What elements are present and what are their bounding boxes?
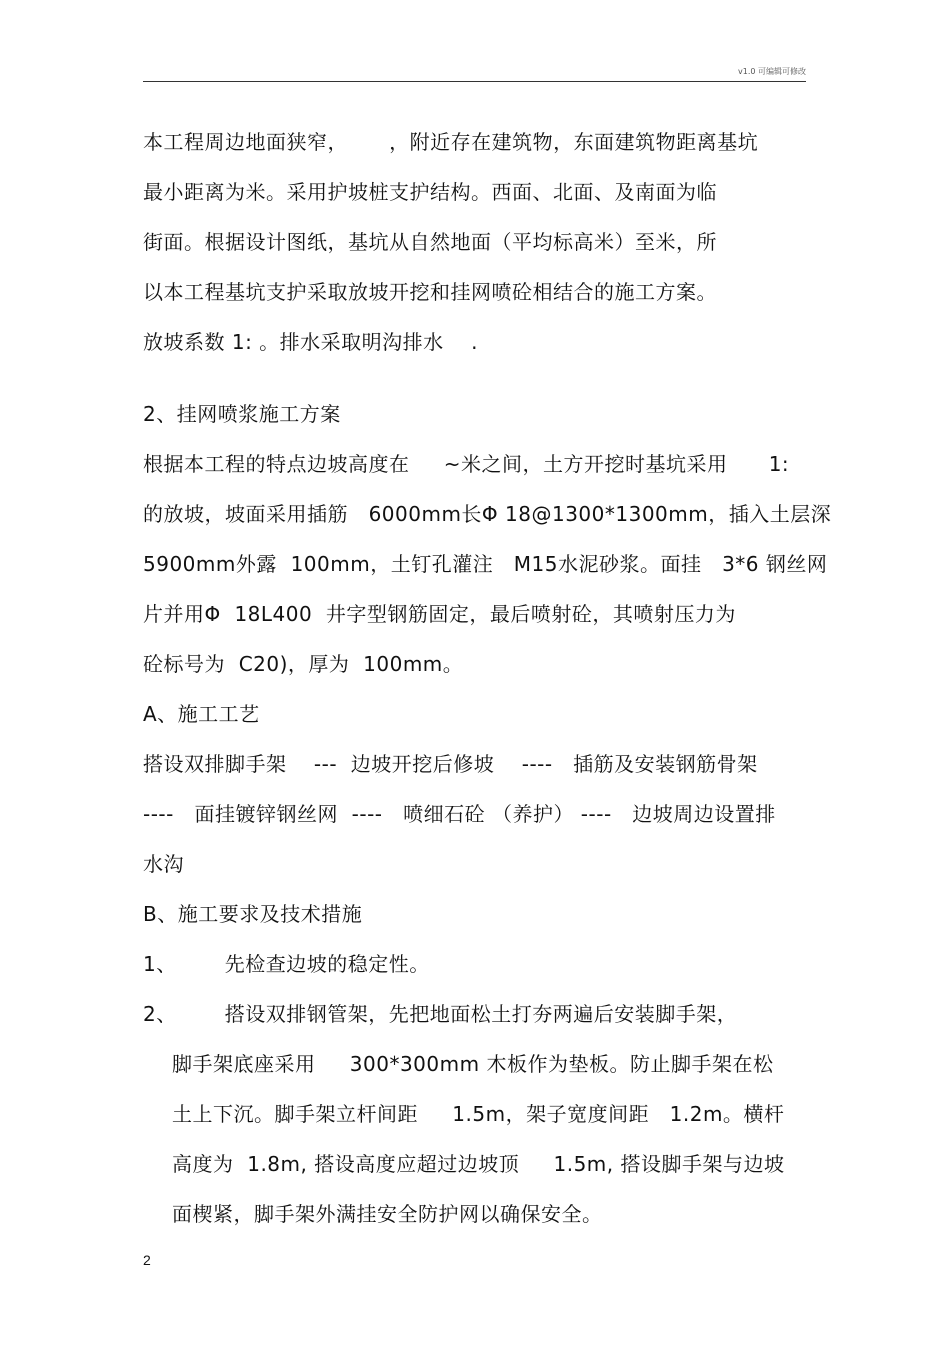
section-heading: B、施工要求及技术措施 bbox=[143, 902, 363, 926]
list-item: 2、 搭设双排钢管架，先把地面松土打夯两遍后安装脚手架， bbox=[143, 1002, 738, 1026]
text-line: 街面。根据设计图纸，基坑从自然地面（平均标高米）至米，所 bbox=[143, 230, 717, 254]
list-item: 1、 先检查边坡的稳定性。 bbox=[143, 952, 430, 976]
text-line: 本工程周边地面狭窄， ，附近存在建筑物，东面建筑物距离基坑 bbox=[143, 130, 759, 154]
section-heading: 2、挂网喷浆施工方案 bbox=[143, 402, 341, 426]
text-line: 放坡系数 1: 。排水采取明沟排水 . bbox=[143, 330, 478, 354]
text-line: 土上下沉。脚手架立杆间距 1.5m，架子宽度间距 1.2m。横杆 bbox=[172, 1102, 785, 1126]
section-heading: A、施工工艺 bbox=[143, 702, 260, 726]
text-line: 以本工程基坑支护采取放坡开挖和挂网喷砼相结合的施工方案。 bbox=[143, 280, 717, 304]
text-line: 的放坡，坡面采用插筋 6000mm长Φ 18@1300*1300mm，插入土层深 bbox=[143, 502, 832, 526]
text-line: 搭设双排脚手架 --- 边坡开挖后修坡 ---- 插筋及安装钢筋骨架 bbox=[143, 752, 758, 776]
text-line: 脚手架底座采用 300*300mm 木板作为垫板。防止脚手架在松 bbox=[172, 1052, 774, 1076]
header-label: v1.0 可编辑可修改 bbox=[738, 67, 806, 76]
page-number: 2 bbox=[143, 1252, 151, 1268]
text-line: 面楔紧，脚手架外满挂安全防护网以确保安全。 bbox=[172, 1202, 603, 1226]
text-line: 根据本工程的特点边坡高度在 ~米之间，土方开挖时基坑采用 1: bbox=[143, 452, 790, 476]
text-line: 最小距离为米。采用护坡桩支护结构。西面、北面、及南面为临 bbox=[143, 180, 717, 204]
text-line: 砼标号为 C20)，厚为 100mm。 bbox=[143, 652, 464, 676]
header-rule bbox=[143, 81, 806, 82]
text-line: 高度为 1.8m, 搭设高度应超过边坡顶 1.5m, 搭设脚手架与边坡 bbox=[172, 1152, 785, 1176]
text-line: 水沟 bbox=[143, 852, 184, 876]
text-line: 片并用Φ 18L400 井字型钢筋固定，最后喷射砼，其喷射压力为 bbox=[143, 602, 736, 626]
text-line: 5900mm外露 100mm，土钉孔灌注 M15水泥砂浆。面挂 3*6 钢丝网 bbox=[143, 552, 828, 576]
text-line: ---- 面挂镀锌钢丝网 ---- 喷细石砼 （养护） ---- 边坡周边设置排 bbox=[143, 802, 776, 826]
